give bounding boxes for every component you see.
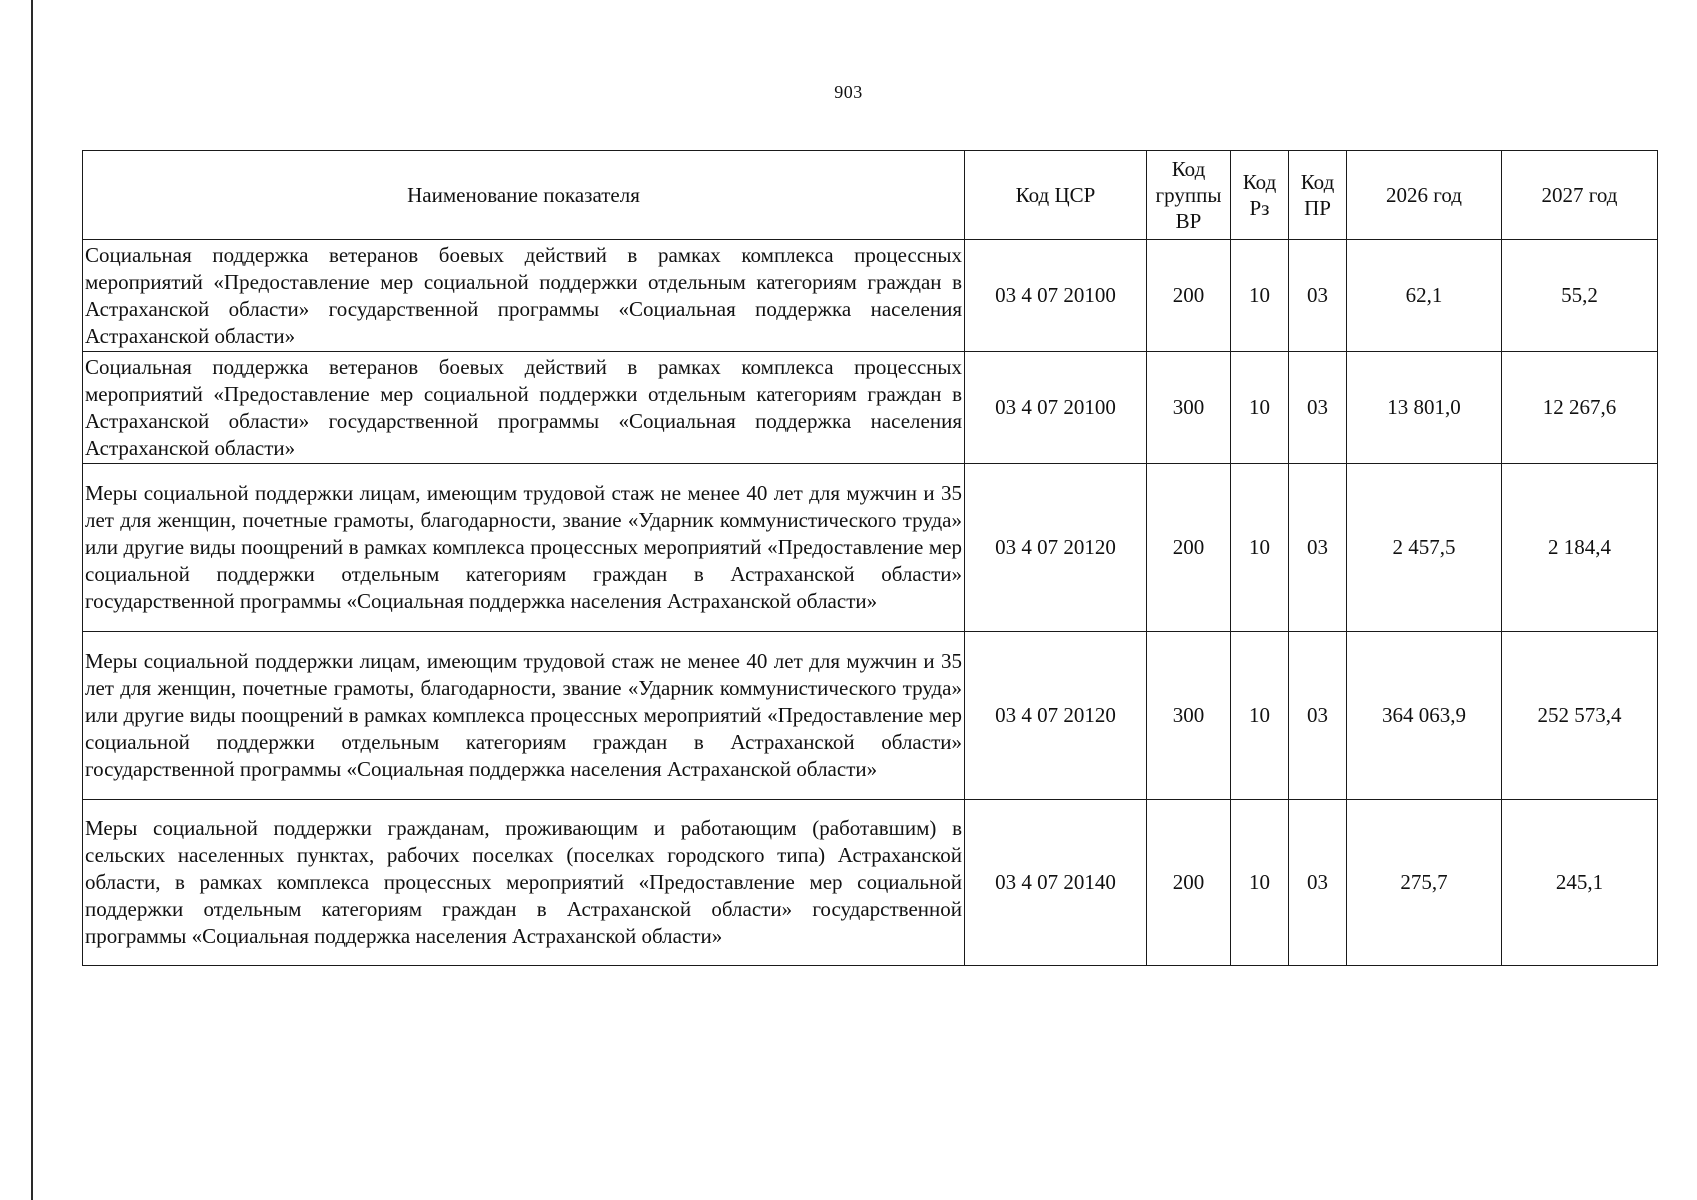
row-2027: 2 184,4 (1502, 464, 1658, 632)
row-vr: 200 (1147, 800, 1231, 966)
row-csr: 03 4 07 20140 (965, 800, 1147, 966)
table-header-row (83, 151, 1658, 240)
row-2027: 55,2 (1502, 240, 1658, 352)
row-2026: 13 801,0 (1347, 352, 1502, 464)
table-row (83, 632, 1658, 800)
row-vr: 300 (1147, 632, 1231, 800)
row-2027: 245,1 (1502, 800, 1658, 966)
row-2027: 12 267,6 (1502, 352, 1658, 464)
table-row (83, 240, 1658, 352)
header-vr: Код группы ВР (1147, 151, 1231, 240)
row-name: Меры социальной поддержки гражданам, проживающим и работающим (работавшим) в сельских населенных пунктах, рабочих поселках (поселках городского типа) Астраханской области, в рамках комплекса процессных мероприятий «Предоставление мер социальной поддержки отдельным категориям граждан в Астраханской области» государственной программы «Социальная поддержка населения Астраханской области» (83, 800, 965, 966)
row-2026: 364 063,9 (1347, 632, 1502, 800)
row-rz: 10 (1231, 240, 1289, 352)
header-pr: Код ПР (1289, 151, 1347, 240)
table-row (83, 352, 1658, 464)
header-2026: 2026 год (1347, 151, 1502, 240)
row-rz: 10 (1231, 352, 1289, 464)
header-name: Наименование показателя (83, 151, 965, 240)
table-row (83, 464, 1658, 632)
row-rz: 10 (1231, 464, 1289, 632)
left-margin-line (31, 0, 33, 1200)
row-2026: 275,7 (1347, 800, 1502, 966)
table-row (83, 800, 1658, 966)
row-vr: 300 (1147, 352, 1231, 464)
row-name: Социальная поддержка ветеранов боевых действий в рамках комплекса процессных мероприятий «Предоставление мер социальной поддержки отдельным категориям граждан в Астраханской области» государственной программы «Социальная поддержка населения Астраханской области» (83, 352, 965, 464)
row-2026: 2 457,5 (1347, 464, 1502, 632)
row-pr: 03 (1289, 632, 1347, 800)
header-rz: Код Рз (1231, 151, 1289, 240)
row-csr: 03 4 07 20100 (965, 240, 1147, 352)
row-pr: 03 (1289, 800, 1347, 966)
row-pr: 03 (1289, 464, 1347, 632)
row-2026: 62,1 (1347, 240, 1502, 352)
row-rz: 10 (1231, 800, 1289, 966)
header-csr: Код ЦСР (965, 151, 1147, 240)
row-csr: 03 4 07 20120 (965, 464, 1147, 632)
row-csr: 03 4 07 20100 (965, 352, 1147, 464)
row-rz: 10 (1231, 632, 1289, 800)
budget-table (82, 150, 1658, 966)
page-number: 903 (834, 82, 863, 102)
row-2027: 252 573,4 (1502, 632, 1658, 800)
row-csr: 03 4 07 20120 (965, 632, 1147, 800)
row-vr: 200 (1147, 240, 1231, 352)
row-vr: 200 (1147, 464, 1231, 632)
row-name: Меры социальной поддержки лицам, имеющим трудовой стаж не менее 40 лет для мужчин и 35 лет для женщин, почетные грамоты, благодарности, звание «Ударник коммунистического труда» или другие виды поощрений в рамках комплекса процессных мероприятий «Предоставление мер социальной поддержки отдельным категориям граждан в Астраханской области» государственной программы «Социальная поддержка населения Астраханской области» (83, 464, 965, 632)
row-name: Меры социальной поддержки лицам, имеющим трудовой стаж не менее 40 лет для мужчин и 35 лет для женщин, почетные грамоты, благодарности, звание «Ударник коммунистического труда» или другие виды поощрений в рамках комплекса процессных мероприятий «Предоставление мер социальной поддержки отдельным категориям граждан в Астраханской области» государственной программы «Социальная поддержка населения Астраханской области» (83, 632, 965, 800)
row-pr: 03 (1289, 352, 1347, 464)
row-pr: 03 (1289, 240, 1347, 352)
header-2027: 2027 год (1502, 151, 1658, 240)
row-name: Социальная поддержка ветеранов боевых действий в рамках комплекса процессных мероприятий «Предоставление мер социальной поддержки отдельным категориям граждан в Астраханской области» государственной программы «Социальная поддержка населения Астраханской области» (83, 240, 965, 352)
